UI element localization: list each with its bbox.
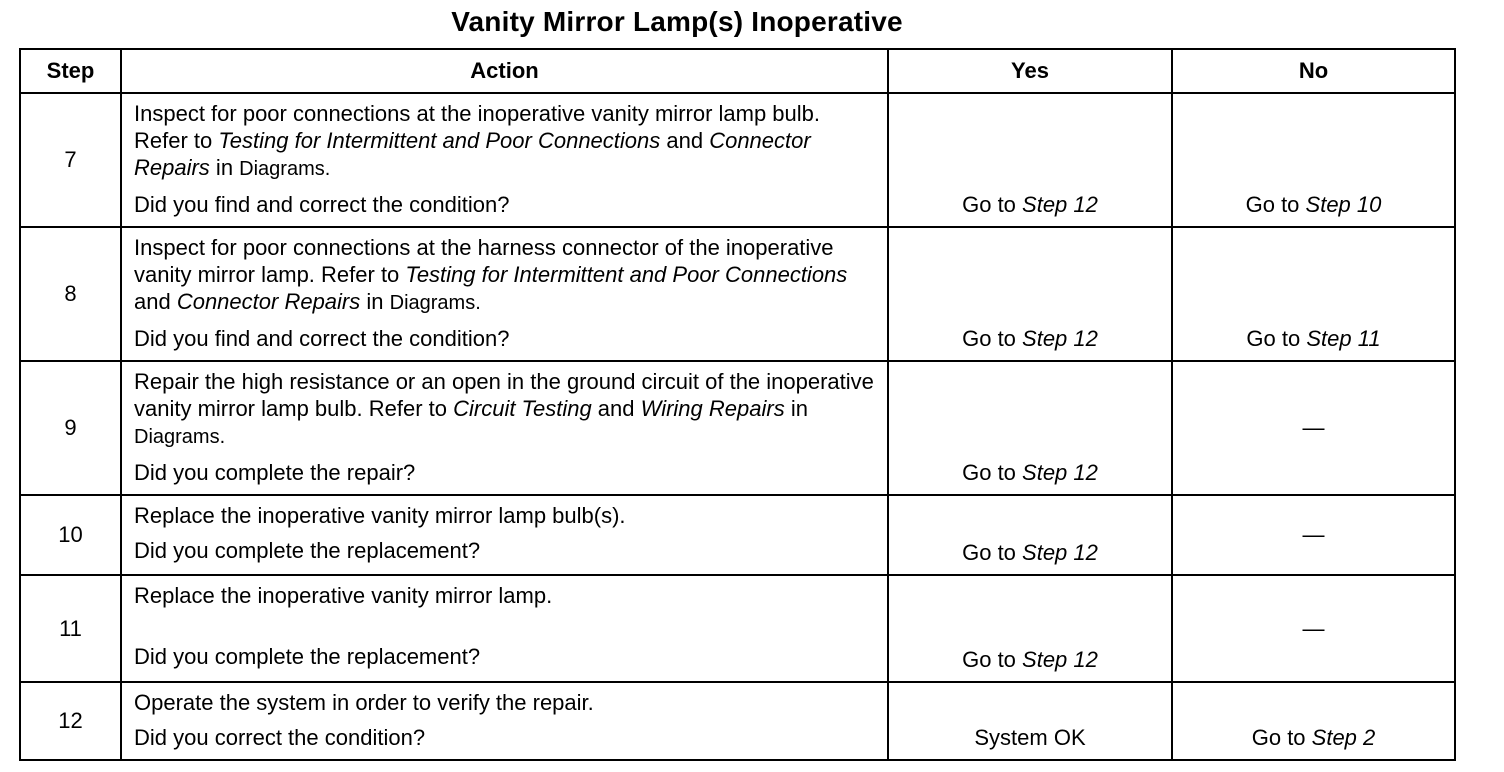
action-text — [134, 100, 875, 183]
action-cell — [121, 227, 888, 361]
step-number: 12 — [20, 682, 121, 760]
no-goto-label: Go to — [1245, 192, 1306, 217]
action-segment: in — [360, 289, 390, 314]
action-segment: Operate the system in order to verify the repair. — [134, 690, 594, 715]
action-cell — [121, 361, 888, 495]
yes-cell — [888, 93, 1172, 227]
table-body — [20, 93, 1455, 760]
no-dash: — — [1302, 522, 1325, 547]
no-cell — [1172, 361, 1455, 495]
yes-cell — [888, 575, 1172, 682]
table-row — [20, 682, 1455, 760]
action-segment: Diagrams. — [239, 158, 331, 180]
header-no: No — [1172, 49, 1455, 93]
table-row — [20, 495, 1455, 575]
no-cell — [1172, 682, 1455, 760]
yes-goto-label: Go to — [962, 326, 1023, 351]
step-number: 7 — [20, 93, 121, 227]
diagnostic-table — [19, 48, 1456, 761]
action-segment: and — [134, 289, 177, 314]
action-text — [134, 502, 875, 529]
table-row — [20, 575, 1455, 682]
action-reference: Wiring Repairs — [640, 396, 785, 421]
yes-cell — [888, 227, 1172, 361]
action-question: Did you find and correct the condition? — [134, 192, 510, 217]
action-question: Did you correct the condition? — [134, 725, 426, 750]
no-step-ref: Step 11 — [1306, 326, 1381, 351]
yes-goto-label: Go to — [962, 540, 1023, 565]
table-row — [20, 93, 1455, 227]
header-row — [20, 49, 1455, 93]
action-text — [134, 234, 875, 317]
table-row — [20, 361, 1455, 495]
yes-goto-label: Go to — [962, 647, 1023, 672]
no-goto-label: Go to — [1246, 326, 1307, 351]
yes-step-ref: Step 12 — [1022, 647, 1098, 672]
action-segment: and — [660, 128, 710, 153]
no-cell — [1172, 227, 1455, 361]
no-goto-label: Go to — [1251, 725, 1312, 750]
yes-text: System OK — [974, 725, 1086, 750]
action-cell — [121, 682, 888, 760]
action-segment: Diagrams. — [134, 426, 226, 448]
action-text — [134, 368, 875, 451]
yes-cell — [888, 361, 1172, 495]
yes-step-ref: Step 12 — [1022, 326, 1098, 351]
yes-cell — [888, 495, 1172, 575]
action-reference: Connector Repairs — [176, 289, 361, 314]
action-question: Did you find and correct the condition? — [134, 326, 510, 351]
yes-cell — [888, 682, 1172, 760]
action-segment: Diagrams. — [389, 292, 481, 314]
action-segment: in — [209, 155, 240, 180]
action-segment: Inspect for poor connections at the harness connector of the inoperative vanity mirror lamp. Refer to — [134, 235, 834, 287]
action-segment: in — [784, 396, 808, 421]
step-number: 11 — [20, 575, 121, 682]
action-segment: and — [591, 396, 641, 421]
action-segment: Inspect for poor connections at the inoperative vanity mirror lamp bulb. Refer to — [134, 101, 821, 153]
action-reference: Testing for Intermittent and Poor Connections — [405, 262, 848, 287]
action-segment: Replace the inoperative vanity mirror lamp bulb(s). — [134, 503, 626, 528]
action-cell — [121, 575, 888, 682]
action-reference: Circuit Testing — [453, 396, 592, 421]
step-number: 9 — [20, 361, 121, 495]
page-title: Vanity Mirror Lamp(s) Inoperative — [451, 6, 903, 37]
no-dash: — — [1302, 415, 1325, 440]
yes-goto-label: Go to — [962, 460, 1023, 485]
action-reference: Testing for Intermittent and Poor Connections — [218, 128, 661, 153]
yes-step-ref: Step 12 — [1022, 192, 1098, 217]
no-cell — [1172, 495, 1455, 575]
action-cell — [121, 93, 888, 227]
action-cell — [121, 495, 888, 575]
action-question: Did you complete the replacement? — [134, 538, 481, 563]
action-reference: Connector Repairs — [134, 128, 811, 180]
action-segment: Repair the high resistance or an open in the ground circuit of the inoperative vanity mirror lamp bulb. Refer to — [134, 369, 874, 421]
header-action: Action — [121, 49, 888, 93]
action-question: Did you complete the replacement? — [134, 644, 481, 669]
action-text — [134, 582, 875, 609]
step-number: 10 — [20, 495, 121, 575]
header-step: Step — [20, 49, 121, 93]
header-yes: Yes — [888, 49, 1172, 93]
yes-goto-label: Go to — [962, 192, 1023, 217]
action-segment: Replace the inoperative vanity mirror lamp. — [134, 583, 553, 608]
no-dash: — — [1302, 615, 1325, 641]
step-number: 8 — [20, 227, 121, 361]
no-step-ref: Step 10 — [1305, 192, 1382, 217]
no-cell — [1172, 93, 1455, 227]
yes-step-ref: Step 12 — [1022, 540, 1098, 565]
no-cell — [1172, 575, 1455, 682]
table-row — [20, 227, 1455, 361]
action-text — [134, 689, 875, 716]
action-question: Did you complete the repair? — [134, 460, 416, 485]
yes-step-ref: Step 12 — [1022, 460, 1098, 485]
no-step-ref: Step 2 — [1311, 725, 1376, 750]
